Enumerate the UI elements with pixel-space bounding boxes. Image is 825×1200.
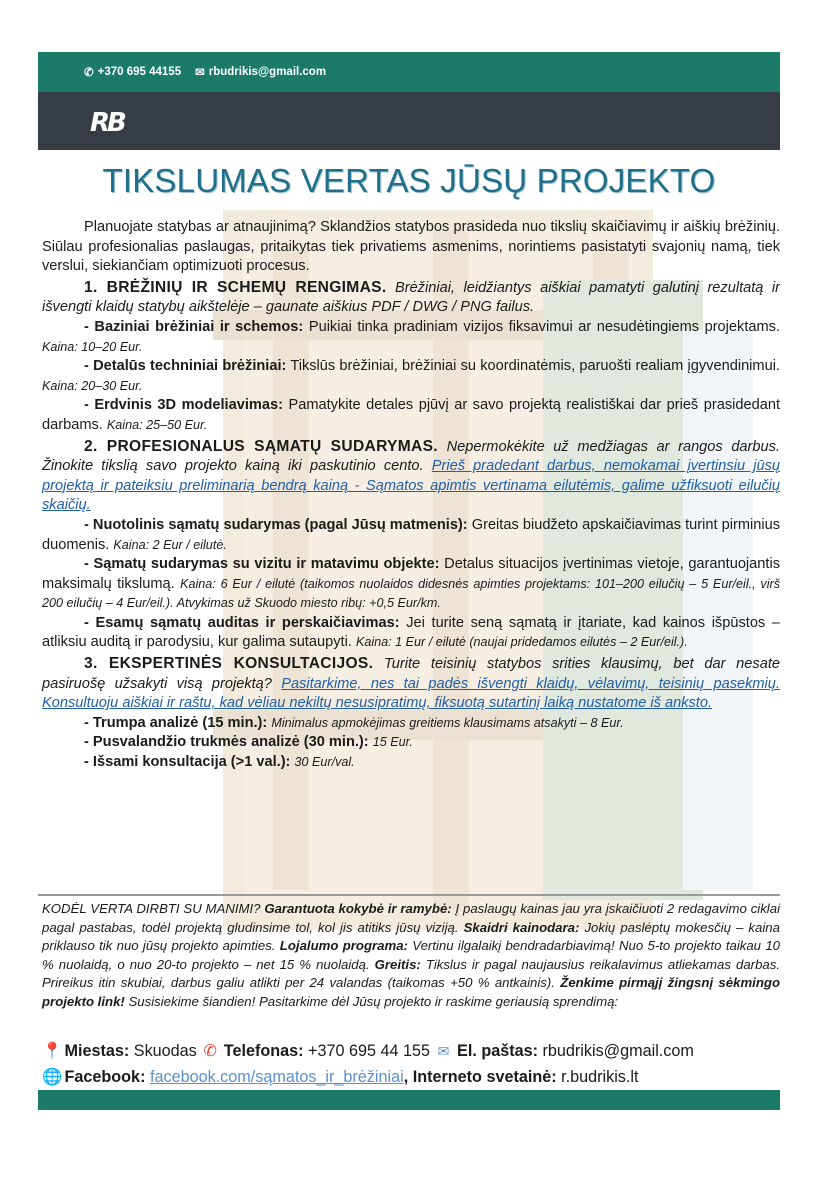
facebook-link[interactable]: facebook.com/sąmatos_ir_brėžiniai <box>149 1068 404 1086</box>
service-label: - Sąmatų sudarymas su vizitu ir matavimu objekte: <box>84 556 440 573</box>
contact-line-2 <box>42 1064 780 1090</box>
service-price: Kaina: 6 Eur / eilutė (taikomos nuolaidos didesnės apimties projektams: 101–200 eilučių – 5 Eur/eil., virš 200 eilučių – 4 Eur/eil.). Atvykimas už Skuodo miesto ribų: +0,5 Eur/km. <box>42 576 780 611</box>
service-price: 15 Eur. <box>372 735 413 750</box>
why-text-quality: Į paslaugų kainas jau yra įskaičiuoti 2 redagavimo ciklai pagal pastabas, todėl projektą gludinsime tol, kol jis atitiks jūsų viziją. <box>42 901 780 935</box>
service-price: Kaina: 25–50 Eur. <box>106 417 208 432</box>
section-heading: 2. PROFESIONALUS SĄMATŲ SUDARYMAS. <box>84 437 438 455</box>
service-item <box>42 753 780 773</box>
free-estimate-link[interactable]: Prieš pradedant darbus, nemokamai įvertinsiu jūsų projektą ir pateiksiu preliminarią bendrą kainą - Sąmatos apimtis vertinama eilutėmis, galime užfiksuoti eilučių skaičių. <box>42 458 780 514</box>
phone-label: Telefonas: <box>223 1042 304 1060</box>
service-price: Kaina: 2 Eur / eilutė. <box>113 537 227 552</box>
service-price: Kaina: 10–20 Eur. <box>42 339 143 354</box>
section-lead: Nepermokėkite už medžiagas ar rangos darbus. Žinokite tikslią savo projekto kainą iki paskutinio cento. <box>42 438 780 475</box>
service-text: Pamatykite detales pjūvį ar savo projektą realistiškai dar prieš prasidedant darbams. <box>42 397 780 433</box>
flyer-sheet <box>38 52 780 1110</box>
city-label: Miestas: <box>64 1042 130 1060</box>
email-label: El. paštas: <box>457 1042 539 1060</box>
topbar-email[interactable] <box>195 65 326 79</box>
service-item <box>42 516 780 555</box>
section-2 <box>42 437 780 516</box>
contact-line-1 <box>42 1038 780 1064</box>
website-value[interactable]: r.budrikis.lt <box>561 1068 639 1086</box>
website-label: , Interneto svetainė: <box>403 1068 557 1086</box>
topbar-email-text: rbudrikis@gmail.com <box>208 66 327 78</box>
consultation-link[interactable]: Pasitarkime, nes tai padės išvengti klaidų, vėlavimų, teisinių pasekmių. Konsultuoju aiškiai ir raštu, kad vėliau nekiltų nesusipratimų, fiksuotą sutartinį laiką nustatome iš anksto. <box>42 675 780 712</box>
email-icon: ✉ <box>437 1043 450 1059</box>
logo-bar <box>38 92 780 150</box>
city-value: Skuodas <box>133 1042 197 1060</box>
service-text: Jei turite seną sąmatą ir įtariate, kad kainos išpūstos – atliksiu auditą ir parodysiu, kur galima sutaupyti. <box>42 614 780 651</box>
services-body <box>42 218 780 773</box>
why-bold-pricing: Skaidri kainodara: <box>463 919 580 935</box>
why-bold-speed: Greitis: <box>374 956 421 972</box>
service-label: - Nuotolinis sąmatų sudarymas (pagal Jūsų matmenis): <box>84 516 468 533</box>
section-1 <box>42 278 780 318</box>
service-item <box>42 714 780 734</box>
map-pin-icon: 📍 <box>42 1042 63 1060</box>
service-item <box>42 733 780 753</box>
contact-details <box>42 1038 780 1090</box>
bottom-bar <box>38 1090 780 1110</box>
service-label: - Detalūs techniniai brėžiniai: <box>84 358 287 375</box>
service-text: Greitas biudžeto apskaičiavimas turint pirminius duomenis. <box>42 516 780 553</box>
page-title: TIKSLUMAS VERTAS JŪSŲ PROJEKTO <box>102 162 716 199</box>
service-price: Kaina: 20–30 Eur. <box>42 378 143 393</box>
service-label: - Pusvalandžio trukmės analizė (30 min.): <box>84 734 369 751</box>
section-lead: Turite teisinių statybos srities klausimų, bet dar nesate pasiruošę užsakyti visą projektą? <box>42 656 780 692</box>
phone-icon: ✆ <box>203 1042 218 1060</box>
service-label: - Erdvinis 3D modeliavimas: <box>84 397 283 414</box>
section-lead: Brėžiniai, leidžiantys aiškiai pamatyti galutinį rezultatą ir išvengti klaidų statybų aikštelėje – gaunate aiškius PDF / DWG / PNG failus. <box>42 279 780 316</box>
service-label: - Baziniai brėžiniai ir schemos: <box>84 318 304 335</box>
why-bold-loyalty: Lojalumo programa: <box>279 938 408 954</box>
service-price: Kaina: 1 Eur / eilutė (naujai pridedamos eilutės – 2 Eur/eil.). <box>355 635 688 650</box>
email-value[interactable]: rbudrikis@gmail.com <box>542 1042 694 1060</box>
service-label: - Esamų sąmatų auditas ir perskaičiavimas: <box>84 614 400 631</box>
why-bold-quality: Garantuota kokybė ir ramybė: <box>264 901 452 916</box>
service-item <box>42 318 780 357</box>
section-heading: 3. EKSPERTINĖS KONSULTACIJOS. <box>84 655 374 673</box>
service-item <box>42 357 780 396</box>
service-label: - Išsami konsultacija (>1 val.): <box>84 754 291 771</box>
why-text-cta: Susisiekime šiandien! Pasitarkime dėl Jūsų projekto ir raskime geriausią sprendimą: <box>128 993 619 1009</box>
section-heading: 1. BRĖŽINIŲ IR SCHEMŲ RENGIMAS. <box>84 278 387 296</box>
service-price: 30 Eur/val. <box>294 755 355 770</box>
service-text: Detalus situacijos įvertinimas vietoje, garantuojantis maksimalų tikslumą. <box>42 556 780 592</box>
service-text: Tikslūs brėžiniai, brėžiniai su koordinatėmis, paruošti realiam įgyvendinimui. <box>290 358 780 375</box>
why-me-paragraph <box>42 900 780 1012</box>
service-text: Puikiai tinka pradiniam vizijos fiksavimui ar nesudėtingiems projektams. <box>308 318 780 335</box>
facebook-label: Facebook: <box>64 1068 146 1086</box>
why-text-speed: Tikslus ir pagal naujausius reikalavimus atliekamas darbas. Prireikus itin skubiai, darbus galiu atlikti per 24 valandas (taikomas +50 % antkainis). <box>42 956 780 991</box>
service-price: Minimalus apmokėjimas greitiems klausimams atsakyti – 8 Eur. <box>271 715 624 730</box>
why-bold-cta: Ženkime pirmąjį žingsnį sėkmingo projekto link! <box>42 975 780 1009</box>
topbar-phone-text: +370 695 44155 <box>97 66 182 78</box>
globe-icon: 🌐 <box>42 1068 63 1086</box>
topbar-phone[interactable] <box>84 65 181 79</box>
service-item <box>42 555 780 614</box>
contact-topbar <box>38 52 780 92</box>
service-item <box>42 614 780 653</box>
divider <box>38 894 780 896</box>
service-item <box>42 396 780 435</box>
service-label: - Trumpa analizė (15 min.): <box>84 714 268 731</box>
phone-icon: ✆ <box>84 67 94 79</box>
rb-logo: RB <box>90 108 124 138</box>
section-3 <box>42 654 780 714</box>
why-question: KODĖL VERTA DIRBTI SU MANIMI? <box>42 901 261 916</box>
intro-paragraph: Planuojate statybas ar atnaujinimą? Sklandžios statybos prasideda nuo tikslių skaičiavimų ir aiškių brėžinių. Siūlau profesionalias paslaugas, pritaikytas tiek privatiems asmenims, norintiems pasistatyti svajonių namą, tiek verslui, siekiančiam optimizuoti procesus. <box>42 219 780 275</box>
why-text-pricing: Jokių paslėptų mokesčių – kaina priklauso tik nuo jūsų projekto apimties. <box>42 919 780 954</box>
mail-icon: ✉ <box>195 67 205 79</box>
phone-value[interactable]: +370 695 44 155 <box>308 1042 431 1060</box>
why-text-loyalty: Vertinu ilgalaikį bendradarbiavimą! Nuo 5-to projekto taikau 10 % nuolaidą, o nuo 20-to projekto – net 15 % nuolaidą. <box>42 938 780 972</box>
